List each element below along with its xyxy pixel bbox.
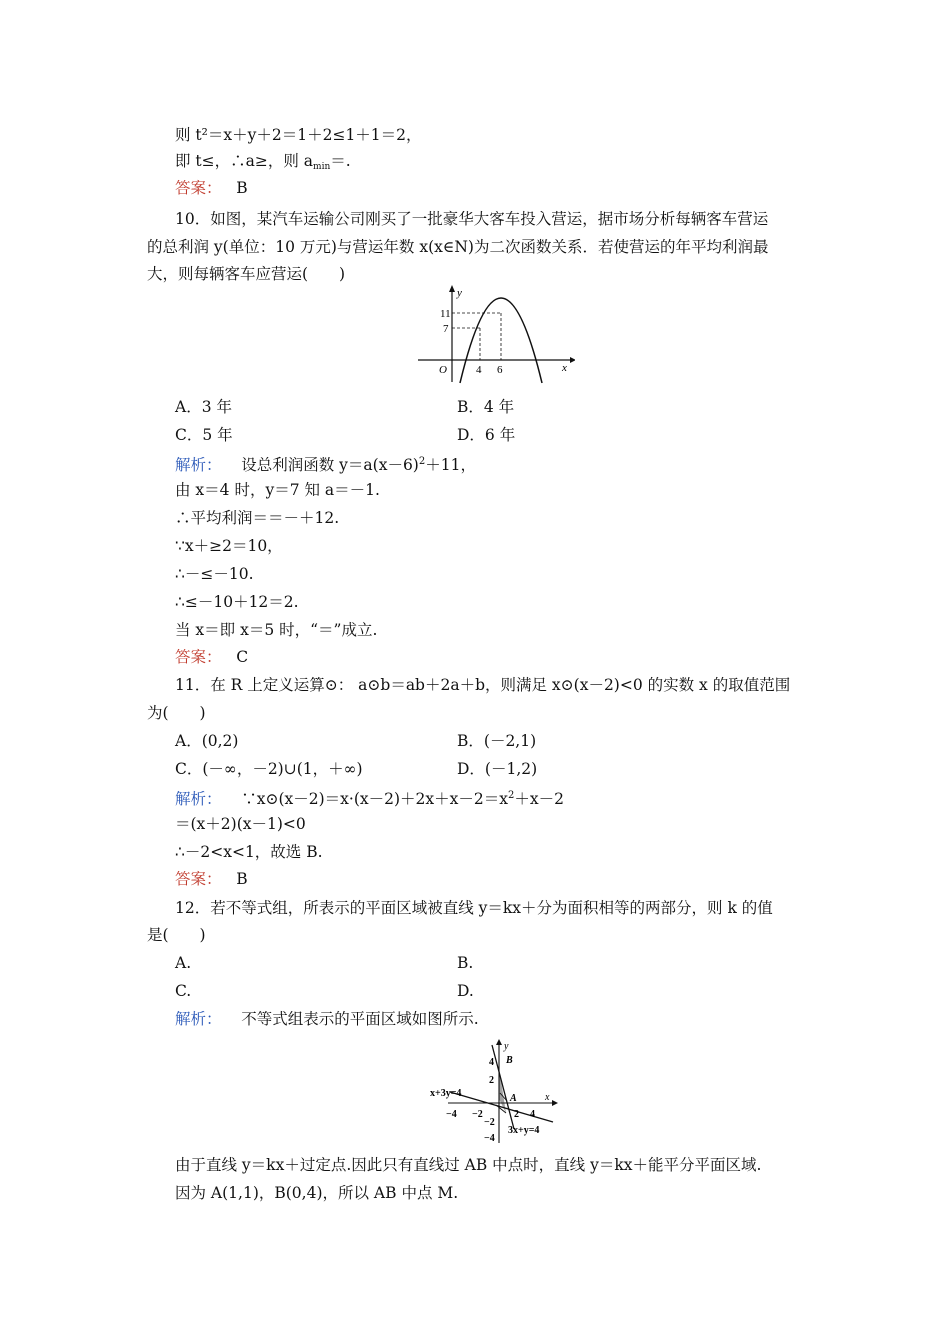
answer-value: B	[236, 870, 248, 888]
option-c: C．(－∞，－2)∪(1，＋∞)	[175, 760, 363, 778]
line-label: 3x+y=4	[508, 1125, 540, 1136]
x-axis-label: x	[545, 1092, 550, 1103]
option-b: B．(－2,1)	[457, 732, 537, 750]
analysis-line: 因为 A(1,1)，B(0,4)，所以 AB 中点 M.	[175, 1184, 459, 1202]
option-d: D.	[457, 982, 474, 1000]
x-tick-label: 4	[476, 364, 482, 376]
y-tick-label: −4	[484, 1133, 495, 1144]
option-c: C.	[175, 982, 192, 1000]
analysis-line: 由 x＝4 时，y＝7 知 a＝－1.	[175, 481, 380, 499]
q10-stem: 大，则每辆客车应营运( )	[147, 265, 346, 283]
x-tick-label: 2	[514, 1109, 519, 1120]
option-a: A.	[175, 954, 192, 972]
q12-stem: 12．若不等式组，所表示的平面区域被直线 y＝kx＋分为面积相等的两部分，则 k 的值	[175, 899, 773, 917]
superscript: 2	[418, 456, 426, 467]
analysis-line: 由于直线 y＝kx＋过定点.因此只有直线过 AB 中点时，直线 y＝kx＋能平分平面区域.	[175, 1156, 762, 1174]
x-tick-label: −2	[472, 1109, 483, 1120]
analysis-label: 解析：	[175, 456, 222, 474]
text-line: 即 t≤，∴a≥，则 $a_{min}=$.	[175, 152, 351, 172]
y-tick-label: −2	[484, 1117, 495, 1128]
line-label: x+3y=4	[430, 1088, 462, 1099]
option-b: B.	[457, 954, 474, 972]
answer-label: 答案：	[175, 870, 222, 888]
subscript: min	[313, 162, 331, 172]
answer-line	[175, 869, 248, 889]
option-d: D．6 年	[457, 426, 516, 444]
analysis-line: ∴－2<x<1，故选 B.	[175, 843, 323, 861]
answer-value: B	[236, 179, 248, 197]
q12-region-graph	[428, 1037, 563, 1147]
origin-label: O	[439, 364, 447, 376]
analysis-line: 当 x＝即 x＝5 时，“＝”成立.	[175, 621, 378, 639]
analysis-line: ∵x＋≥2＝10，	[175, 537, 283, 555]
analysis-label: 解析：	[175, 1010, 222, 1028]
point-label: A	[510, 1093, 517, 1104]
answer-line	[175, 647, 248, 667]
q10-parabola-graph	[410, 285, 575, 385]
answer-label: 答案：	[175, 179, 222, 197]
q11-stem: 11．在 R 上定义运算⊙： a⊙b＝ab＋2a＋b，则满足 x⊙(x－2)<0 的实数 x 的取值范围	[175, 676, 791, 694]
q10-stem: 10．如图，某汽车运输公司刚买了一批豪华大客车投入营运，据市场分析每辆客车营运	[175, 210, 769, 228]
y-tick-label: 7	[443, 323, 449, 335]
y-tick-label: 2	[489, 1075, 494, 1086]
option-b: B．4 年	[457, 398, 515, 416]
superscript: 2	[507, 790, 515, 801]
point-label: B	[506, 1055, 513, 1066]
q10-stem: 的总利润 y(单位：10 万元)与营运年数 x(x∈N)为二次函数关系．若使营运的年平均利润最	[147, 238, 769, 256]
q12-stem: 是( )	[147, 926, 206, 944]
y-tick-label: 4	[489, 1057, 494, 1068]
x-tick-label: 4	[530, 1109, 535, 1120]
answer-value: C	[236, 648, 249, 666]
option-a: A．3 年	[175, 398, 232, 416]
analysis-line: 解析： $\because x⊙(x-2)=x\cdot(x-2)+2x+x-2=x^2+x-2$	[175, 790, 564, 808]
analysis-label: 解析：	[175, 790, 222, 808]
text-line: 则 t²＝x＋y＋2＝1＋2≤1＋1＝2，	[175, 126, 422, 144]
x-tick-label: 6	[497, 364, 503, 376]
answer-label: 答案：	[175, 648, 222, 666]
analysis-line: 解析： 设总利润函数 $y=a(x-6)^2+11$，	[175, 456, 476, 474]
analysis-line: ＝(x＋2)(x－1)<0	[175, 815, 306, 833]
analysis-line: ∴－≤－10.	[175, 565, 254, 583]
q11-stem: 为( )	[147, 704, 206, 722]
analysis-line: ∴≤－10＋12＝2.	[175, 593, 299, 611]
x-tick-label: −4	[446, 1109, 457, 1120]
analysis-line: ∴平均利润＝＝－＋12.	[175, 509, 340, 527]
y-tick-label: 11	[440, 308, 451, 320]
option-a: A．(0,2)	[175, 732, 239, 750]
y-axis-label: y	[504, 1041, 509, 1052]
analysis-line: 解析： 不等式组表示的平面区域如图所示.	[175, 1010, 479, 1028]
option-c: C．5 年	[175, 426, 233, 444]
option-d: D．(－1,2)	[457, 760, 538, 778]
x-axis-label: x	[562, 362, 567, 374]
answer-line	[175, 178, 248, 198]
y-axis-label: y	[457, 287, 462, 299]
